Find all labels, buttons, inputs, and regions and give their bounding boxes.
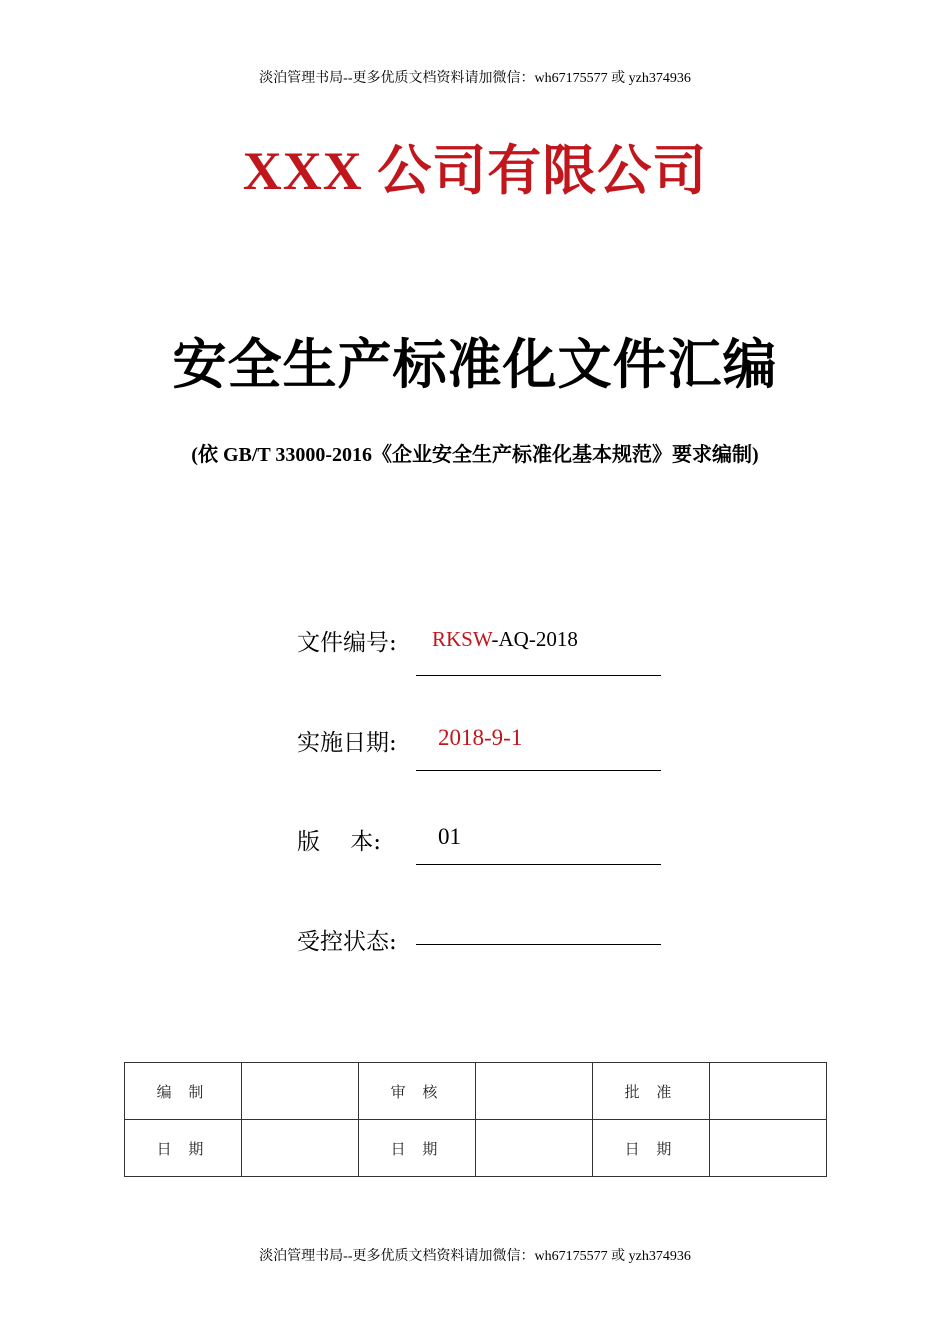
date-value: 2018-9-1 [438, 725, 523, 750]
reviewed-by-label: 审 核 [358, 1063, 475, 1120]
compile-date-cell [242, 1120, 359, 1177]
doc-number-suffix: -AQ-2018 [491, 627, 578, 651]
review-date-cell [476, 1120, 593, 1177]
version-underline [416, 864, 661, 865]
approve-date-cell [710, 1120, 827, 1177]
header-note: 淡泊管理书局--更多优质文档资料请加微信：wh67175577 或 yzh374936 [259, 71, 691, 86]
review-date-label: 日 期 [358, 1120, 475, 1177]
document-subtitle: (依 GB/T 33000-2016《企业安全生产标准化基本规范》要求编制) [191, 444, 759, 466]
table-row [125, 1063, 827, 1120]
compile-date-label: 日 期 [125, 1120, 242, 1177]
doc-number-value [432, 627, 578, 652]
doc-number-label: 文件编号: [297, 630, 397, 656]
approved-by-label: 批 准 [592, 1063, 709, 1120]
approved-by-cell [710, 1063, 827, 1120]
approve-date-label: 日 期 [592, 1120, 709, 1177]
date-label: 实施日期: [297, 730, 397, 756]
status-label: 受控状态: [297, 929, 397, 955]
signature-table [124, 1062, 827, 1177]
footer-note: 淡泊管理书局--更多优质文档资料请加微信：wh67175577 或 yzh374936 [259, 1249, 691, 1264]
date-underline [416, 770, 661, 771]
compiled-by-label: 编 制 [125, 1063, 242, 1120]
doc-number-underline [416, 675, 661, 676]
version-value: 01 [438, 824, 461, 849]
reviewed-by-cell [476, 1063, 593, 1120]
table-row [125, 1120, 827, 1177]
compiled-by-cell [242, 1063, 359, 1120]
version-label: 版 本: [297, 829, 382, 855]
company-name: XXX 公司有限公司 [242, 141, 708, 201]
doc-number-prefix: RKSW [432, 627, 492, 651]
document-title: 安全生产标准化文件汇编 [172, 333, 778, 396]
status-underline [416, 944, 661, 945]
